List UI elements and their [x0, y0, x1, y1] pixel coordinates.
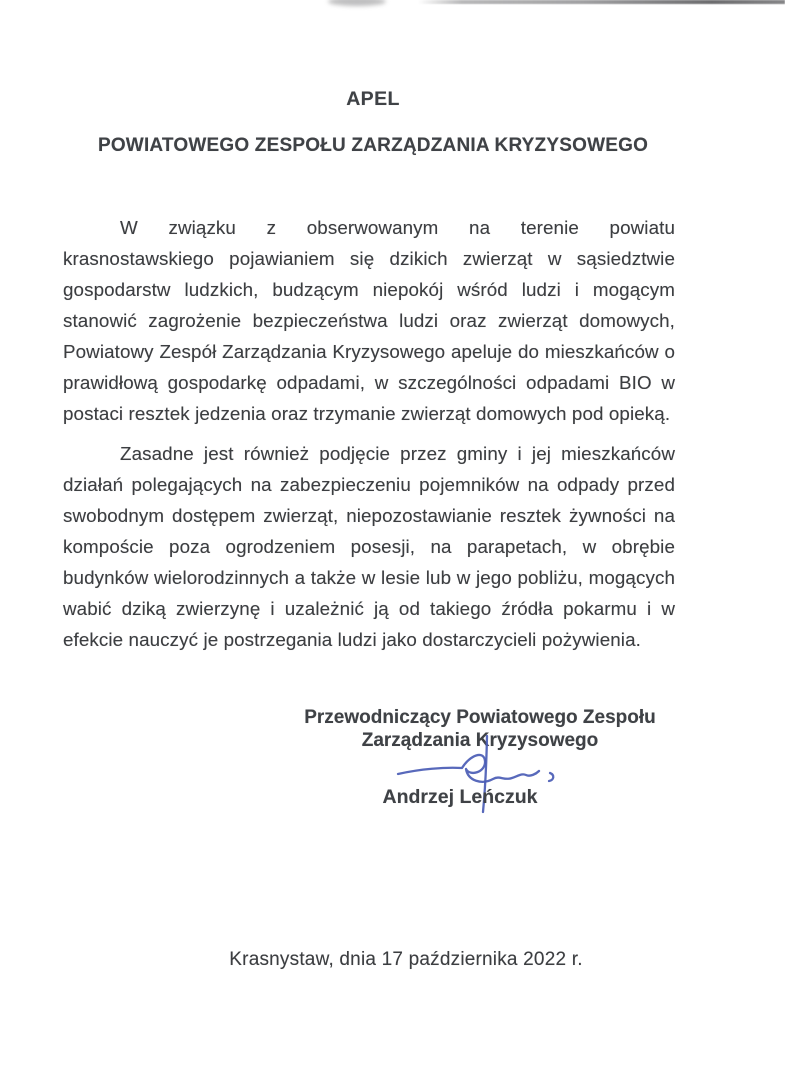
signature-role-line-2: Zarządzania Kryzysowego — [361, 729, 599, 751]
scan-artifact-line — [418, 0, 785, 4]
document-header — [58, 88, 688, 157]
date-line: Krasnystaw, dnia 17 października 2022 r. — [229, 949, 583, 970]
paragraph-2: Zasadne jest również podjęcie przez gminy i jej mieszkańców działań polegających na zabezpieczeniu pojemników na odpady przed swobodnym dostępem zwierząt, niepozostawianie resztek żywności na kompoście poza ogrodzeniem posesji, na parapetach, w obrębie budynków wielorodzinnych a także w lesie lub w jego pobliżu, mogących wabić dziką zwierzynę i uzależnić ją od takiego źródła pokarmu i w efekcie nauczyć je postrzegania ludzi jako dostarczycieli pożywienia. — [63, 443, 675, 650]
document-subtitle: POWIATOWEGO ZESPOŁU ZARZĄDZANIA KRYZYSOWEGO — [97, 135, 649, 156]
signature-name: Andrzej Leńczuk — [382, 786, 538, 808]
document-body — [63, 212, 675, 655]
signature-stroke-comma — [549, 773, 553, 781]
paragraph-1: W związku z obserwowanym na terenie powiatu krasnostawskiego pojawianiem się dzikich zwierząt w sąsiedztwie gospodarstw ludzkich, budzącym niepokój wśród ludzi i mogącym stanowić zagrożenie bezpieczeństwa ludzi oraz zwierząt domowych, Powiatowy Zespół Zarządzania Kryzysowego apeluje do mieszkańców o prawidłową gospodarkę odpadami, w szczególności odpadami BIO w postaci resztek jedzenia oraz trzymanie zwierząt domowych pod opieką. — [63, 217, 675, 424]
signature-role-line-1: Przewodniczący Powiatowego Zespołu — [304, 707, 656, 728]
signature-stroke-main — [398, 755, 539, 782]
document-title: APEL — [346, 88, 400, 110]
scan-artifact-smudge — [328, 0, 386, 6]
